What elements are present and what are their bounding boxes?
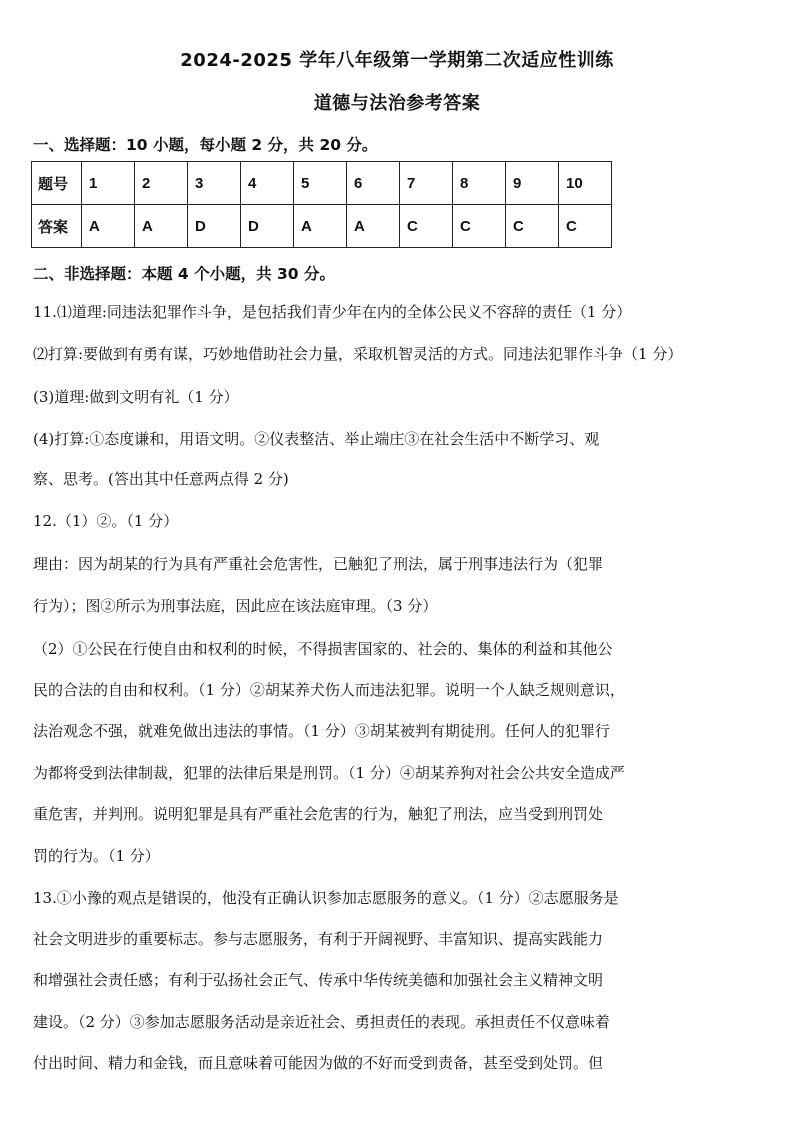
answer-cell: C (506, 205, 559, 248)
answer-line: 13.①小豫的观点是错误的，他没有正确认识参加志愿服务的意义。（1 分）②志愿服务是 (33, 889, 619, 907)
document-title: 2024-2025 学年八年级第一学期第二次适应性训练 (180, 50, 614, 71)
answer-table (31, 161, 612, 248)
answer-cell: A (135, 205, 188, 248)
answer-cell: A (82, 205, 135, 248)
answer-line: 社会文明进步的重要标志。参与志愿服务，有利于开阔视野、丰富知识、提高实践能力 (33, 930, 604, 948)
question-number-row (32, 162, 612, 205)
question-number: 1 (82, 162, 135, 205)
answer-line: 罚的行为。（1 分） (33, 847, 160, 865)
answer-line: 建设。（2 分）③参加志愿服务活动是亲近社会、勇担责任的表现。承担责任不仅意味着 (33, 1013, 610, 1031)
section-heading-choice: 一、选择题：10 小题，每小题 2 分，共 20 分。 (33, 136, 378, 154)
answer-line: 付出时间、精力和金钱，而且意味着可能因为做的不好而受到责备，甚至受到处罚。但 (33, 1054, 604, 1072)
answer-cell: C (453, 205, 506, 248)
answer-line: (4)打算:①态度谦和，用语文明。②仪表整洁、举止端庄③在社会生活中不断学习、观 (33, 430, 600, 448)
answer-line: ⑵打算:要做到有勇有谋，巧妙地借助社会力量，采取机智灵活的方式。同违法犯罪作斗争（1 分） (33, 345, 683, 363)
answer-line: （2）①公民在行使自由和权利的时候，不得损害国家的、社会的、集体的利益和其他公 (33, 640, 613, 658)
row-label-number: 题号 (32, 162, 82, 205)
answer-line: 理由：因为胡某的行为具有严重社会危害性，已触犯了刑法，属于刑事违法行为（犯罪 (33, 555, 604, 573)
answer-line: 行为）；图②所示为刑事法庭，因此应在该法庭审理。（3 分） (33, 597, 438, 615)
answer-line: 法治观念不强，就难免做出违法的事情。（1 分）③胡某被判有期徒刑。任何人的犯罪行 (33, 722, 610, 740)
question-number: 5 (294, 162, 347, 205)
answer-line: 和增强社会责任感；有利于弘扬社会正气、传承中华传统美德和加强社会主义精神文明 (33, 971, 604, 989)
answer-cell: C (400, 205, 453, 248)
row-label-answer: 答案 (32, 205, 82, 248)
question-number: 3 (188, 162, 241, 205)
question-number: 9 (506, 162, 559, 205)
answer-line: 11.⑴道理:同违法犯罪作斗争，是包括我们青少年在内的全体公民义不容辞的责任（1 分） (33, 303, 632, 321)
answer-cell: D (241, 205, 294, 248)
answer-line: 为都将受到法律制裁，犯罪的法律后果是刑罚。（1 分）④胡某养狗对社会公共安全造成严 (33, 764, 625, 782)
question-number: 8 (453, 162, 506, 205)
question-number: 10 (559, 162, 612, 205)
answer-cell: A (347, 205, 400, 248)
answer-row (32, 205, 612, 248)
answer-cell: D (188, 205, 241, 248)
answer-cell: C (559, 205, 612, 248)
question-number: 6 (347, 162, 400, 205)
answer-line: (3)道理:做到文明有礼（1 分） (33, 388, 239, 406)
question-number: 7 (400, 162, 453, 205)
document-subtitle: 道德与法治参考答案 (313, 93, 481, 114)
answer-line: 重危害，并判刑。说明犯罪是具有严重社会危害的行为，触犯了刑法，应当受到刑罚处 (33, 805, 604, 823)
section-heading-nonchoice: 二、非选择题：本题 4 个小题，共 30 分。 (33, 265, 335, 283)
answer-line: 民的合法的自由和权利。（1 分）②胡某养犬伤人而违法犯罪。说明一个人缺乏规则意识， (33, 681, 625, 699)
question-number: 2 (135, 162, 188, 205)
answer-line: 12.（1）②。（1 分） (33, 512, 179, 530)
question-number: 4 (241, 162, 294, 205)
answer-line: 察、思考。(答出其中任意两点得 2 分) (33, 470, 289, 488)
answer-cell: A (294, 205, 347, 248)
